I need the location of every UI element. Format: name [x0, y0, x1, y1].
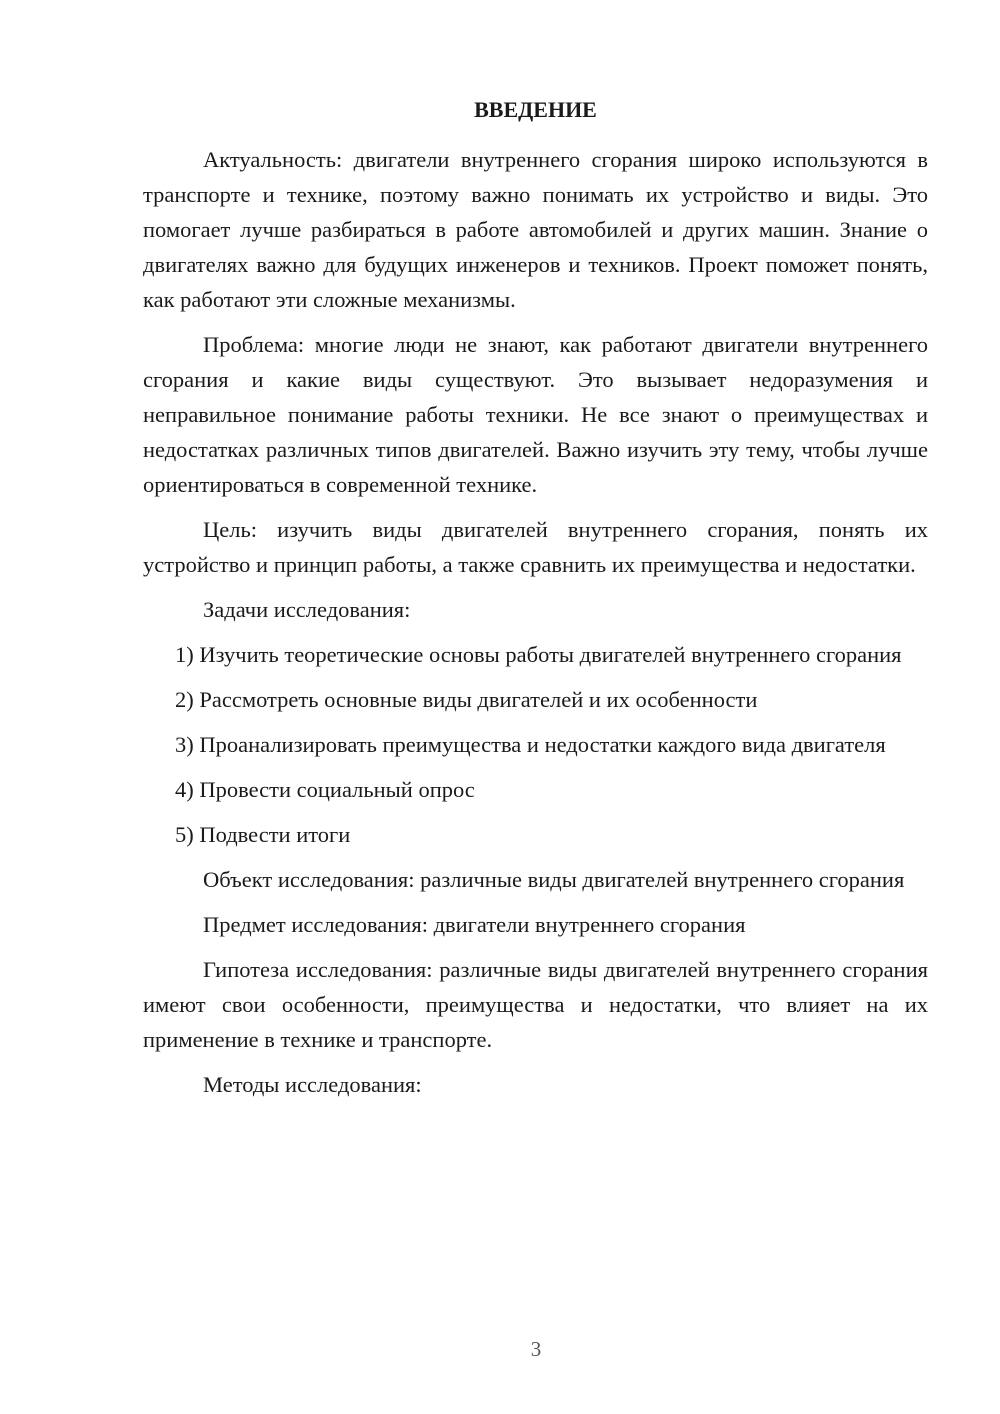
- page-title: ВВЕДЕНИЕ: [474, 97, 597, 122]
- methods-heading: Методы исследования:: [203, 1072, 422, 1097]
- page-content: [143, 92, 928, 1112]
- goal-paragraph: Цель: изучить виды двигателей внутреннего сгорания, понять их устройство и принцип работы, а также сравнить их преимущества и недостатки.: [143, 517, 928, 577]
- hypothesis-paragraph: Гипотеза исследования: различные виды двигателей внутреннего сгорания имеют свои особенности, преимущества и недостатки, что влияет на их применение в технике и транспорте.: [143, 957, 928, 1052]
- relevance-paragraph: Актуальность: двигатели внутреннего сгорания широко используются в транспорте и технике, поэтому важно понимать их устройство и виды. Это помогает лучше разбираться в работе автомобилей и других машин. Знание о двигателях важно для будущих инженеров и техников. Проект поможет понять, как работают эти сложные механизмы.: [143, 147, 928, 312]
- task-item: 3) Проанализировать преимущества и недостатки каждого вида двигателя: [175, 732, 886, 757]
- tasks-heading: Задачи исследования:: [203, 597, 411, 622]
- task-item: 1) Изучить теоретические основы работы двигателей внутреннего сгорания: [175, 642, 902, 667]
- subject-paragraph: Предмет исследования: двигатели внутреннего сгорания: [203, 912, 746, 937]
- problem-paragraph: Проблема: многие люди не знают, как работают двигатели внутреннего сгорания и какие виды существуют. Это вызывает недоразумения и неправильное понимание работы техники. Не все знают о преимуществах и недостатках различных типов двигателей. Важно изучить эту тему, чтобы лучше ориентироваться в современной технике.: [143, 332, 928, 497]
- task-item: 2) Рассмотреть основные виды двигателей и их особенности: [175, 687, 758, 712]
- task-item: 4) Провести социальный опрос: [175, 777, 475, 802]
- page-number: 3: [530, 1337, 542, 1361]
- object-paragraph: Объект исследования: различные виды двигателей внутреннего сгорания: [203, 867, 905, 892]
- task-item: 5) Подвести итоги: [175, 822, 351, 847]
